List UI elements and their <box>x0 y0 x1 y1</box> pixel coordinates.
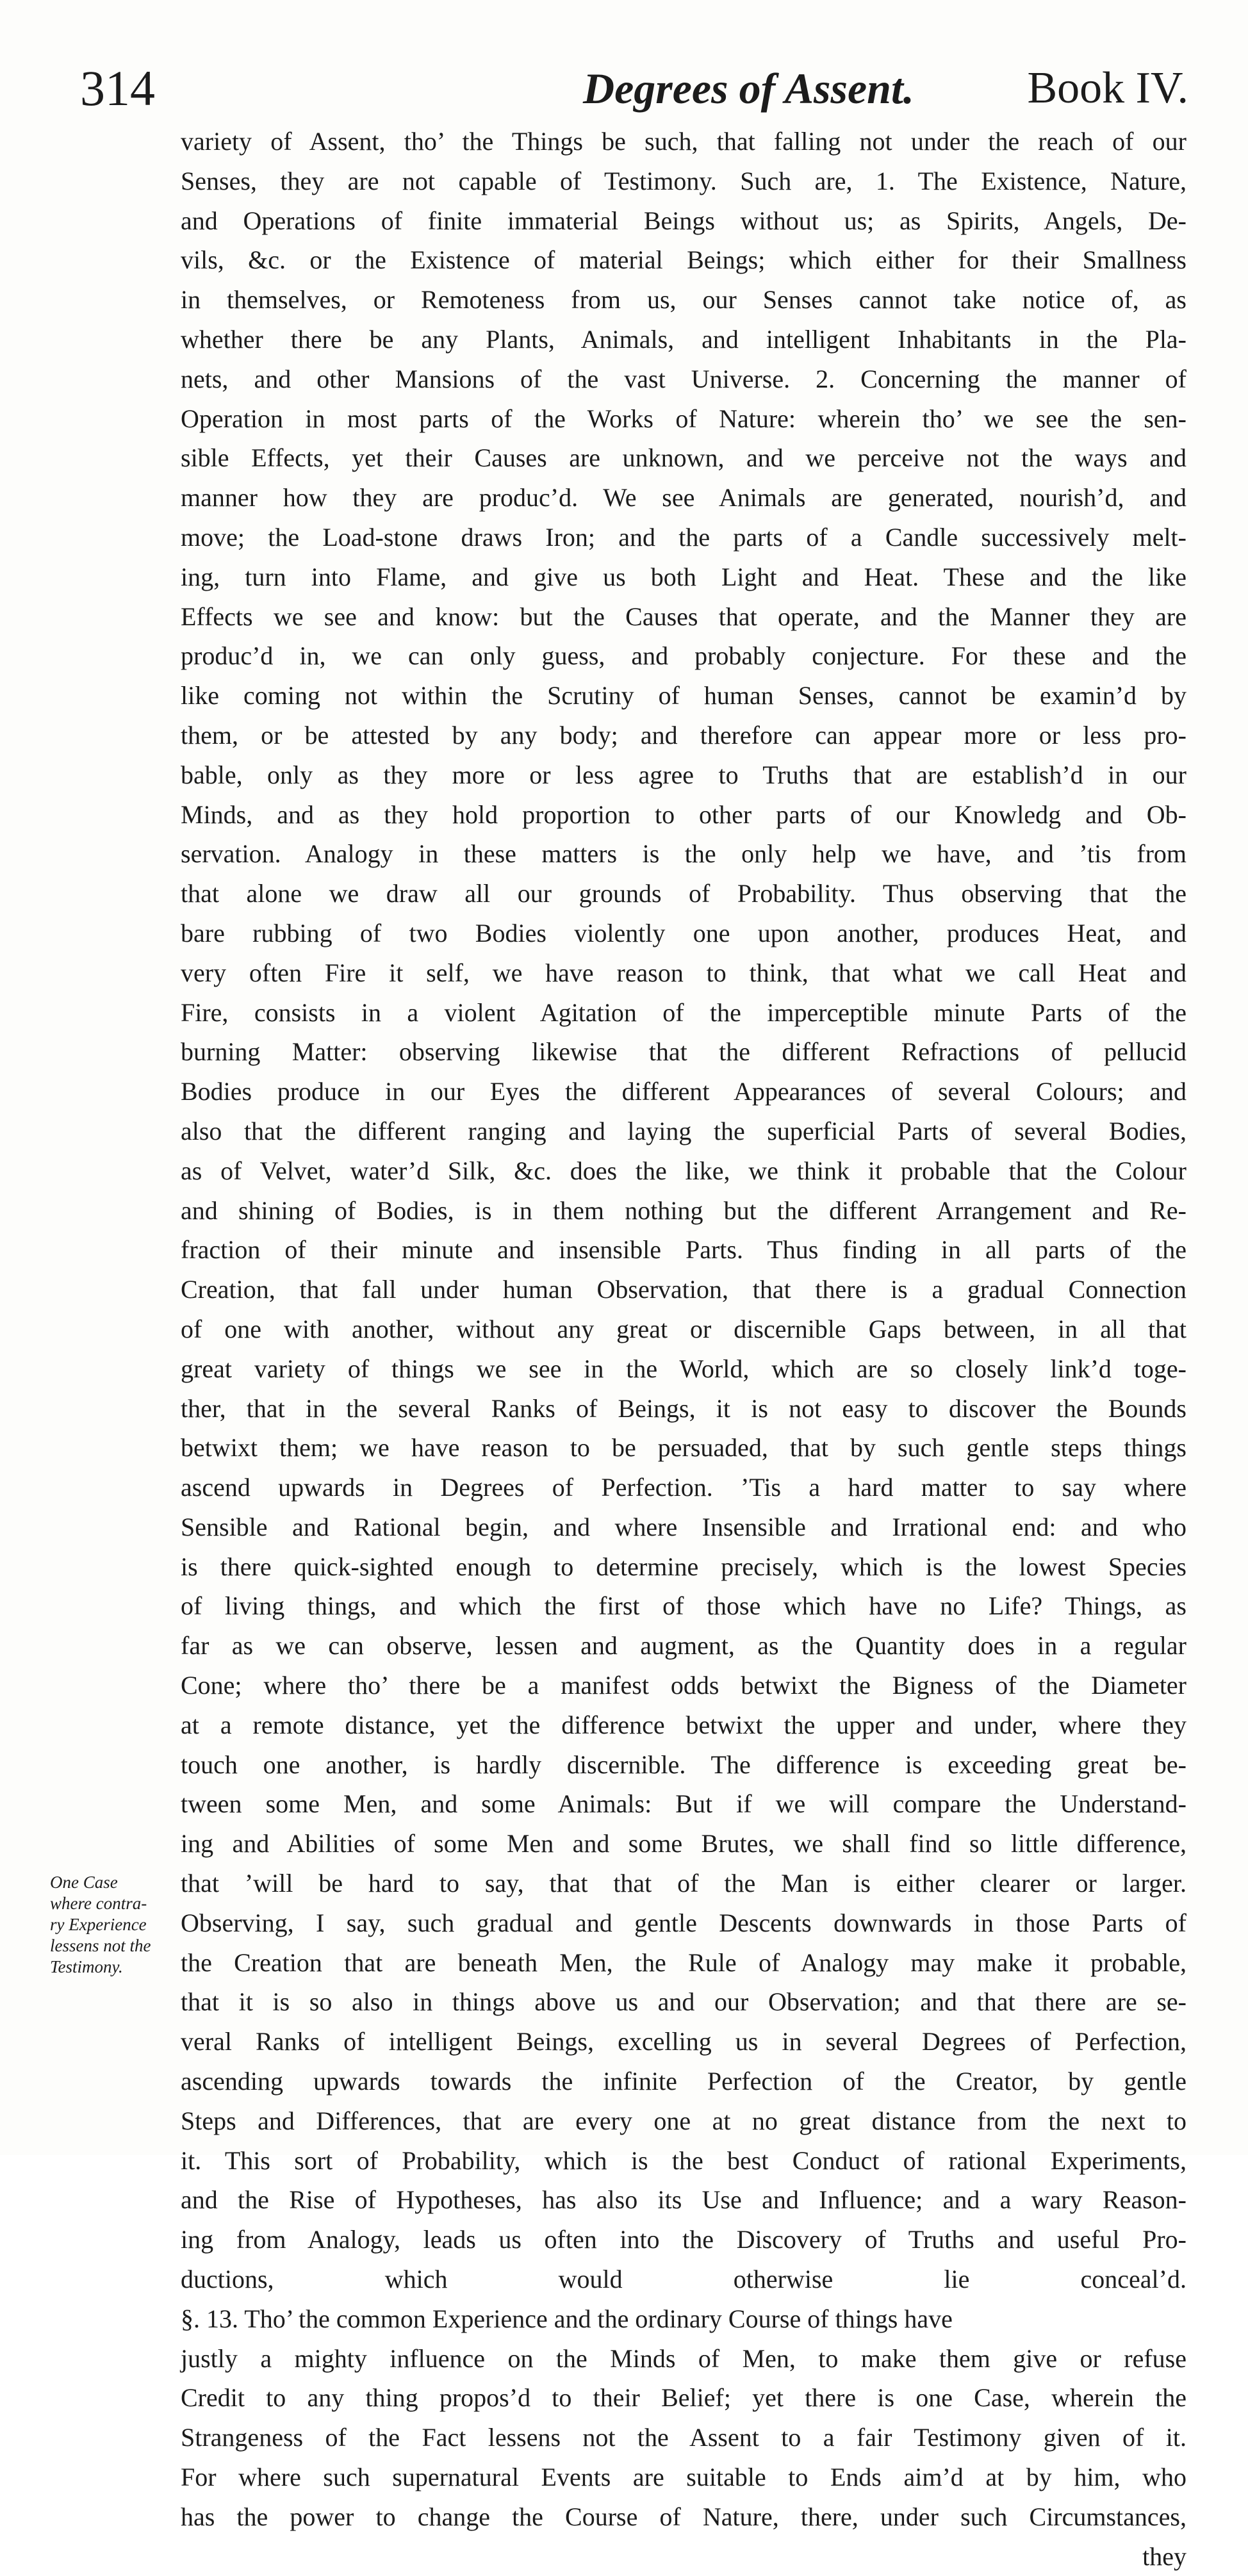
text-line: ing from Analogy, leads us often into the Discovery of Truths and useful Pro- <box>181 2225 1186 2254</box>
text-line: ascend upwards in Degrees of Perfection. ’Tis a hard matter to say where <box>181 1473 1186 1502</box>
text-line: and the Rise of Hypotheses, has also its Use and Influence; and a wary Reason- <box>181 2185 1186 2215</box>
text-line: sible Effects, yet their Causes are unknown, and we perceive not the ways and <box>181 443 1186 473</box>
text-line: justly a mighty influence on the Minds of Men, to make them give or refuse <box>181 2343 1186 2373</box>
text-line: §. 13. Tho’ the common Experience and the ordinary Course of things have <box>181 2304 953 2333</box>
text-line: For where such supernatural Events are suitable to Ends aim’d at by him, who <box>181 2463 1186 2492</box>
text-line: bare rubbing of two Bodies violently one upon another, produces Heat, and <box>181 918 1186 948</box>
text-line: that it is so also in things above us and our Observation; and that there are se- <box>181 1987 1186 2017</box>
text-line: Sensible and Rational begin, and where Insensible and Irrational end: and who <box>181 1512 1186 1541</box>
book-label: Book IV. <box>1027 63 1188 113</box>
text-line: whether there be any Plants, Animals, and intelligent Inhabitants in the Pla- <box>181 324 1186 354</box>
text-line: burning Matter: observing likewise that the different Refractions of pellucid <box>181 1037 1186 1067</box>
text-line: Observing, I say, such gradual and gentle Descents downwards in those Parts of <box>181 1908 1186 1937</box>
text-line: Effects we see and know: but the Causes that operate, and the Manner they are <box>181 602 1186 631</box>
text-line: of one with another, without any great or discernible Gaps between, in all that <box>181 1314 1186 1343</box>
text-line: nets, and other Mansions of the vast Universe. 2. Concerning the manner of <box>181 364 1186 393</box>
marginal-note-line: ry Experience <box>50 1915 147 1934</box>
text-line: Minds, and as they hold proportion to other parts of our Knowledg and Ob- <box>181 800 1186 829</box>
text-line: has the power to change the Course of Nature, there, under such Circumstances, <box>181 2502 1186 2531</box>
marginal-note <box>50 1872 178 1978</box>
text-line: betwixt them; we have reason to be persuaded, that by such gentle steps things <box>181 1433 1186 1463</box>
text-line: that alone we draw all our grounds of Probability. Thus observing that the <box>181 879 1186 908</box>
text-line: in themselves, or Remoteness from us, our Senses cannot take notice of, as <box>181 285 1186 315</box>
text-line: also that the different ranging and laying the superficial Parts of several Bodies, <box>181 1116 1186 1145</box>
text-line: ther, that in the several Ranks of Beings, it is not easy to discover the Bounds <box>181 1393 1186 1423</box>
text-line: servation. Analogy in these matters is the only help we have, and ’tis from <box>181 839 1186 869</box>
text-line: touch one another, is hardly discernible. The difference is exceeding great be- <box>181 1750 1186 1779</box>
text-line: far as we can observe, lessen and augment, as the Quantity does in a regular <box>181 1631 1186 1661</box>
text-line: bable, only as they more or less agree to Truths that are establish’d in our <box>181 760 1186 789</box>
text-line: ductions, which would otherwise lie conceal’d. <box>181 2265 1186 2294</box>
text-line: as of Velvet, water’d Silk, &c. does the like, we think it probable that the Colour <box>181 1156 1186 1185</box>
text-line: Creation, that fall under human Observation, that there is a gradual Connection <box>181 1275 1186 1304</box>
text-line: ing, turn into Flame, and give us both Light and Heat. These and the like <box>181 562 1186 591</box>
text-line: Strangeness of the Fact lessens not the Assent to a fair Testimony given of it. <box>181 2423 1186 2452</box>
text-line: and Operations of finite immaterial Beings without us; as Spirits, Angels, De- <box>181 206 1186 235</box>
text-line: manner how they are produc’d. We see Animals are generated, nourish’d, and <box>181 483 1186 513</box>
text-line: Senses, they are not capable of Testimony. Such are, 1. The Existence, Nature, <box>181 166 1186 195</box>
text-line: Bodies produce in our Eyes the different Appearances of several Colours; and <box>181 1077 1186 1106</box>
text-line: Operation in most parts of the Works of Nature: wherein tho’ we see the sen- <box>181 404 1186 433</box>
text-line: fraction of their minute and insensible Parts. Thus finding in all parts of the <box>181 1235 1186 1265</box>
text-line: of living things, and which the first of those which have no Life? Things, as <box>181 1591 1186 1621</box>
text-line: variety of Assent, tho’ the Things be such, that falling not under the reach of our <box>181 127 1186 156</box>
text-line: tween some Men, and some Animals: But if we will compare the Understand- <box>181 1789 1186 1819</box>
text-line: veral Ranks of intelligent Beings, excelling us in several Degrees of Perfection, <box>181 2027 1186 2056</box>
marginal-note-line: Testimony. <box>50 1957 123 1976</box>
text-line: the Creation that are beneath Men, the Rule of Analogy may make it probable, <box>181 1948 1186 1977</box>
text-line: Credit to any thing propos’d to their Belief; yet there is one Case, wherein the <box>181 2383 1186 2413</box>
marginal-note-line: One Case <box>50 1873 118 1892</box>
text-line: like coming not within the Scrutiny of human Senses, cannot be examin’d by <box>181 681 1186 710</box>
text-line: Steps and Differences, that are every one at no great distance from the next to <box>181 2106 1186 2135</box>
body-text <box>181 122 1186 2576</box>
text-line: is there quick-sighted enough to determine precisely, which is the lowest Species <box>181 1552 1186 1581</box>
text-line: Cone; where tho’ there be a manifest odds betwixt the Bigness of the Diameter <box>181 1671 1186 1700</box>
text-line: very often Fire it self, we have reason to think, that what we call Heat and <box>181 958 1186 987</box>
page-number: 314 <box>80 60 155 116</box>
running-title: Degrees of Assent. <box>583 64 914 113</box>
text-line: it. This sort of Probability, which is the best Conduct of rational Experiments, <box>181 2145 1186 2175</box>
text-line: great variety of things we see in the World, which are so closely link’d toge- <box>181 1354 1186 1383</box>
text-line: vils, &c. or the Existence of material Beings; which either for their Smallness <box>181 245 1186 275</box>
marginal-note-line: lessens not the <box>50 1936 151 1955</box>
text-line: and shining of Bodies, is in them nothing but the different Arrangement and Re- <box>181 1195 1186 1225</box>
text-line: at a remote distance, yet the difference betwixt the upper and under, where they <box>181 1710 1186 1739</box>
text-line: produc’d in, we can only guess, and probably conjecture. For these and the <box>181 641 1186 671</box>
text-line: Fire, consists in a violent Agitation of the imperceptible minute Parts of the <box>181 997 1186 1027</box>
text-line: they <box>1142 2541 1186 2571</box>
text-line: them, or be attested by any body; and therefore can appear more or less pro- <box>181 720 1186 750</box>
text-line: ing and Abilities of some Men and some Brutes, we shall find so little difference, <box>181 1829 1186 1858</box>
text-line: that ’will be hard to say, that that of the Man is either clearer or larger. <box>181 1869 1186 1898</box>
page-header <box>80 56 1188 120</box>
marginal-note-line: where contra- <box>50 1894 147 1913</box>
text-line: move; the Load-stone draws Iron; and the parts of a Candle successively melt- <box>181 522 1186 552</box>
text-line: ascending upwards towards the infinite Perfection of the Creator, by gentle <box>181 2067 1186 2096</box>
